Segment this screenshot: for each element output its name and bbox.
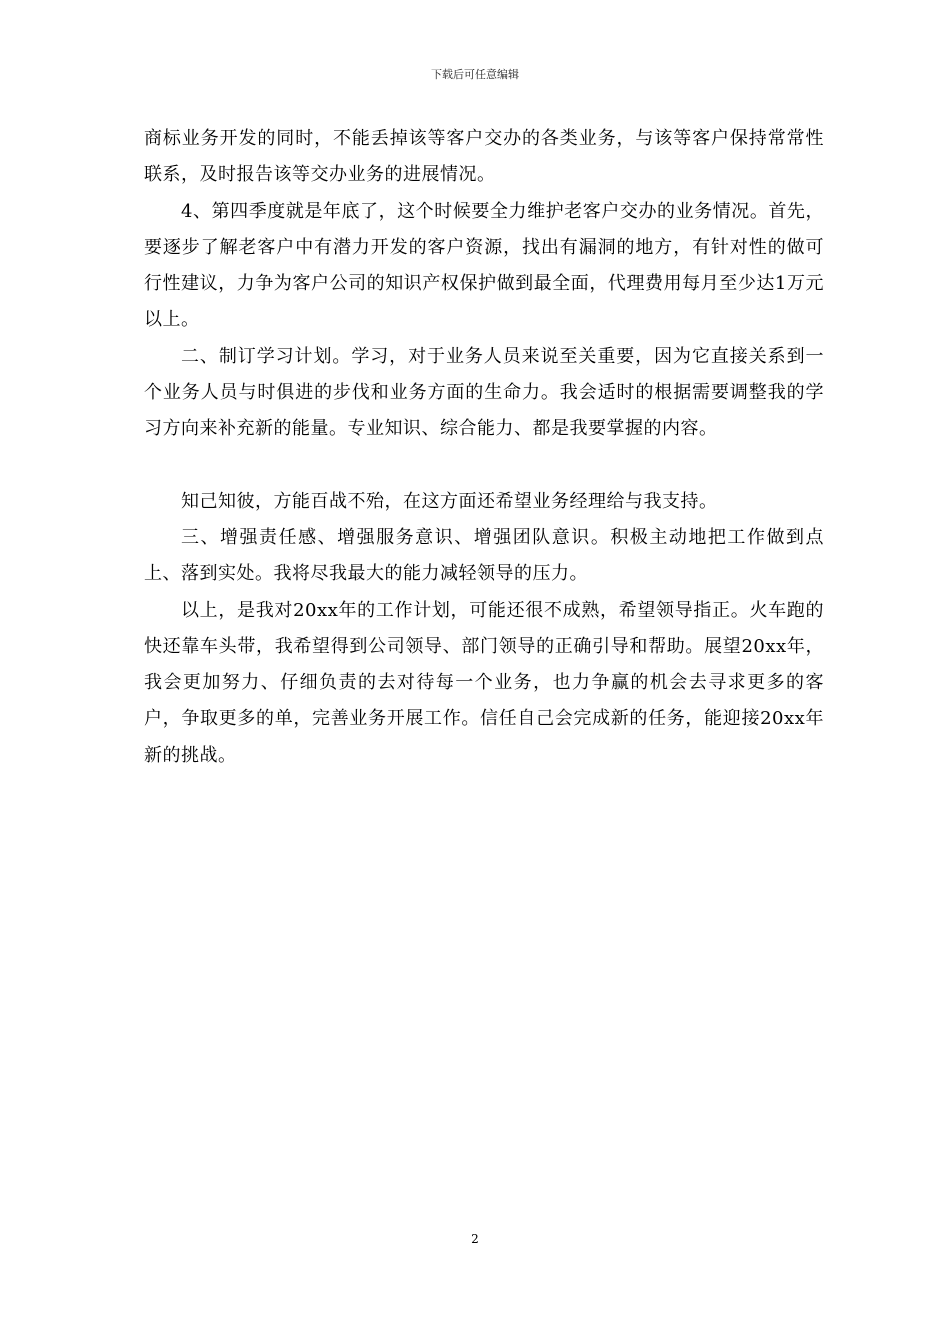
paragraph-know-yourself: 知己知彼，方能百战不殆，在这方面还希望业务经理给与我支持。 [181, 490, 718, 512]
document-body [144, 121, 824, 774]
paragraph-responsibility: 三、增强责任感、增强服务意识、增强团队意识。积极主动地把工作做到点上、落到实处。我将尽我最大的能力减轻领导的压力。 [144, 526, 824, 585]
paragraph-fourth-quarter: 4、第四季度就是年底了，这个时候要全力维护老客户交办的业务情况。首先，要逐步了解老客户中有潜力开发的客户资源，找出有漏洞的地方，有针对性的做可行性建议，力争为客户公司的知识产权保护做到最全面，代理费用每月至少达1万元以上。 [144, 200, 824, 331]
paragraph-learning-plan: 二、制订学习计划。学习，对于业务人员来说至关重要，因为它直接关系到一个业务人员与时俱进的步伐和业务方面的生命力。我会适时的根据需要调整我的学习方向来补充新的能量。专业知识、综合能力、都是我要掌握的内容。 [144, 345, 824, 440]
page-number: 2 [471, 1232, 479, 1246]
paragraph-conclusion: 以上，是我对20xx年的工作计划，可能还很不成熟，希望领导指正。火车跑的快还靠车头带，我希望得到公司领导、部门领导的正确引导和帮助。展望20xx年，我会更加努力、仔细负责的去对待每一个业务，也力争赢的机会去寻求更多的客户，争取更多的单，完善业务开展工作。信任自己会完成新的任务，能迎接20xx年新的挑战。 [144, 599, 824, 766]
page-header: 下载后可任意编辑 [431, 68, 519, 81]
paragraph-continuation: 商标业务开发的同时，不能丢掉该等客户交办的各类业务，与该等客户保持常常性联系，及时报告该等交办业务的进展情况。 [144, 128, 824, 186]
